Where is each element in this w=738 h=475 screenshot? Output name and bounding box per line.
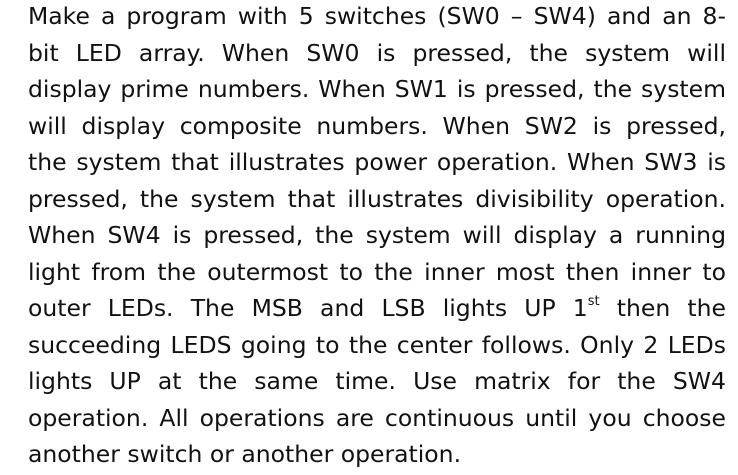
- text-line: lights UP at the same time. Use matrix for the SW4: [28, 367, 726, 395]
- text-line: succeeding LEDS going to the center follows. Only 2 LEDs: [28, 330, 726, 359]
- text-line: another switch or another operation.: [28, 440, 462, 468]
- text-line: the system that illustrates power operation. When SW3 is: [28, 148, 726, 176]
- text-line: When SW4 is pressed, the system will display a running: [28, 221, 726, 249]
- text-line-with-superscript: [28, 292, 726, 329]
- text-line: light from the outermost to the inner most then inner to: [28, 257, 726, 286]
- text-line: operation. All operations are continuous until you choose: [28, 403, 726, 432]
- text-line: bit LED array. When SW0 is pressed, the system will: [28, 38, 726, 67]
- text-segment: outer LEDs. The MSB and LSB lights UP 1: [28, 294, 588, 322]
- text-line: pressed, the system that illustrates divisibility operation.: [28, 184, 726, 213]
- ordinal-superscript: st: [587, 294, 600, 309]
- text-segment: then the: [599, 294, 726, 322]
- problem-statement: [28, 0, 726, 475]
- text-line: Make a program with 5 switches (SW0 – SW4) and an 8-: [28, 2, 726, 30]
- text-line: will display composite numbers. When SW2 is pressed,: [28, 111, 726, 140]
- text-line: display prime numbers. When SW1 is pressed, the system: [28, 75, 726, 103]
